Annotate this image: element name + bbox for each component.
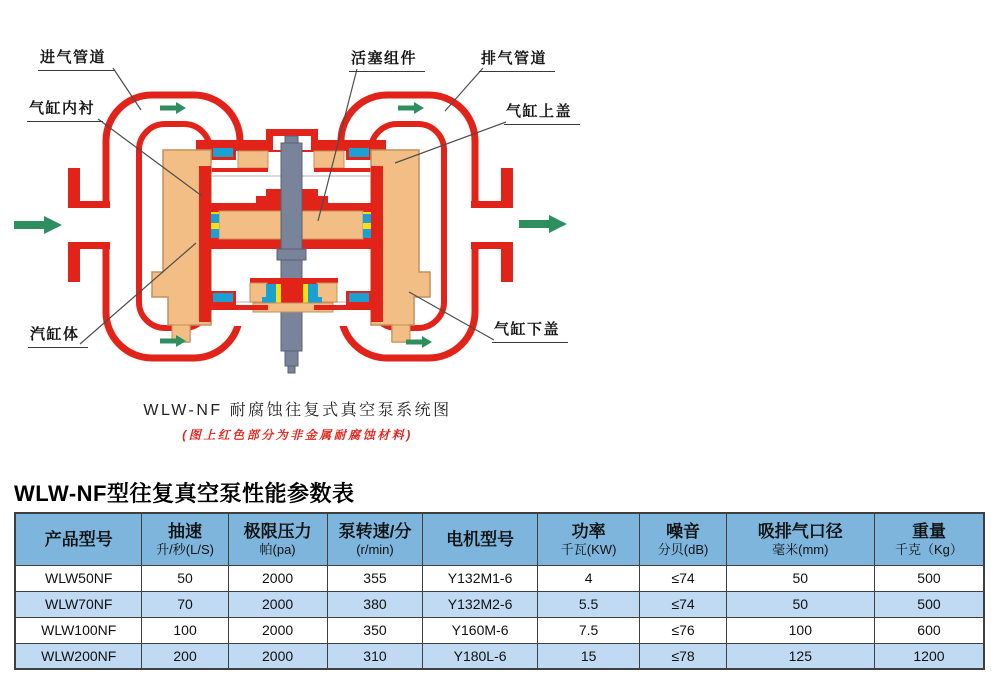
flow-arrow-outlet bbox=[519, 215, 567, 233]
table-cell: ≤76 bbox=[640, 617, 726, 643]
table-row bbox=[15, 565, 984, 591]
label-cylinder-body: 汽缸体 bbox=[28, 323, 88, 348]
top-valve-seal-left bbox=[213, 148, 233, 157]
bottom-valve-seal-left bbox=[213, 293, 233, 302]
table-cell: WLW100NF bbox=[15, 617, 142, 643]
table-cell: 5.5 bbox=[537, 591, 640, 617]
label-intake-pipe: 进气管道 bbox=[38, 46, 114, 71]
table-cell: 500 bbox=[874, 565, 984, 591]
table-cell: 200 bbox=[142, 643, 228, 669]
table-cell: Y180L-6 bbox=[423, 643, 537, 669]
table-cell: 50 bbox=[726, 565, 874, 591]
table-cell: 2000 bbox=[228, 643, 327, 669]
table-cell: 2000 bbox=[228, 591, 327, 617]
table-cell: 50 bbox=[726, 591, 874, 617]
spec-table bbox=[14, 512, 985, 670]
cylinder-liner-left bbox=[199, 166, 211, 322]
piston-rod bbox=[277, 136, 306, 373]
label-exhaust-pipe: 排气管道 bbox=[479, 47, 555, 72]
header-noise: 噪音 分贝(dB) bbox=[640, 513, 726, 565]
table-cell: 100 bbox=[726, 617, 874, 643]
table-cell: 355 bbox=[327, 565, 423, 591]
cylinder-liner-right bbox=[371, 166, 383, 322]
header-motor-model: 电机型号 bbox=[423, 513, 537, 565]
table-cell: WLW70NF bbox=[15, 591, 142, 617]
flow-arrow-right-top bbox=[398, 102, 424, 114]
table-row bbox=[15, 643, 984, 669]
table-cell: 50 bbox=[142, 565, 228, 591]
table-cell: 100 bbox=[142, 617, 228, 643]
table-cell: 1200 bbox=[874, 643, 984, 669]
header-port-diameter: 吸排气口径 毫米(mm) bbox=[726, 513, 874, 565]
header-weight: 重量 千克（Kg） bbox=[874, 513, 984, 565]
header-row bbox=[15, 513, 984, 565]
header-ultimate-pressure: 极限压力 帕(pa) bbox=[228, 513, 327, 565]
table-cell: ≤74 bbox=[640, 565, 726, 591]
header-pumping-speed: 抽速 升/秒(L/S) bbox=[142, 513, 228, 565]
table-cell: 2000 bbox=[228, 565, 327, 591]
table-cell: 350 bbox=[327, 617, 423, 643]
flow-arrow-left-top bbox=[160, 102, 186, 114]
table-cell: 125 bbox=[726, 643, 874, 669]
diagram-caption: WLW-NF 耐腐蚀往复式真空泵系统图 bbox=[143, 402, 452, 419]
bottom-valve-seal-right bbox=[349, 293, 369, 302]
table-cell: 600 bbox=[874, 617, 984, 643]
header-product-model: 产品型号 bbox=[15, 513, 142, 565]
table-cell: Y160M-6 bbox=[423, 617, 537, 643]
flow-arrow-inlet bbox=[14, 216, 62, 234]
label-piston-assembly: 活塞组件 bbox=[349, 47, 425, 72]
table-cell: 500 bbox=[874, 591, 984, 617]
table-cell: 380 bbox=[327, 591, 423, 617]
table-row bbox=[15, 617, 984, 643]
table-cell: 70 bbox=[142, 591, 228, 617]
label-cylinder-bottom-cover: 气缸下盖 bbox=[492, 318, 568, 343]
table-cell: 4 bbox=[537, 565, 640, 591]
table-cell: 7.5 bbox=[537, 617, 640, 643]
table-cell: 310 bbox=[327, 643, 423, 669]
top-valve-seal-right bbox=[349, 148, 369, 157]
table-cell: 15 bbox=[537, 643, 640, 669]
table-cell: WLW50NF bbox=[15, 565, 142, 591]
table-cell: ≤78 bbox=[640, 643, 726, 669]
table-title: WLW-NF型往复真空泵性能参数表 bbox=[14, 481, 355, 506]
header-power: 功率 千瓦(KW) bbox=[537, 513, 640, 565]
label-cylinder-top-cover: 气缸上盖 bbox=[504, 100, 580, 125]
table-row bbox=[15, 591, 984, 617]
table-cell: Y132M1-6 bbox=[423, 565, 537, 591]
header-pump-rpm: 泵转速/分 (r/min) bbox=[327, 513, 423, 565]
table-cell: 2000 bbox=[228, 617, 327, 643]
table-cell: WLW200NF bbox=[15, 643, 142, 669]
label-cylinder-liner: 气缸内衬 bbox=[27, 97, 103, 122]
table-cell: ≤74 bbox=[640, 591, 726, 617]
diagram-note: (图上红色部分为非金属耐腐蚀材料) bbox=[182, 428, 413, 442]
table-cell: Y132M2-6 bbox=[423, 591, 537, 617]
